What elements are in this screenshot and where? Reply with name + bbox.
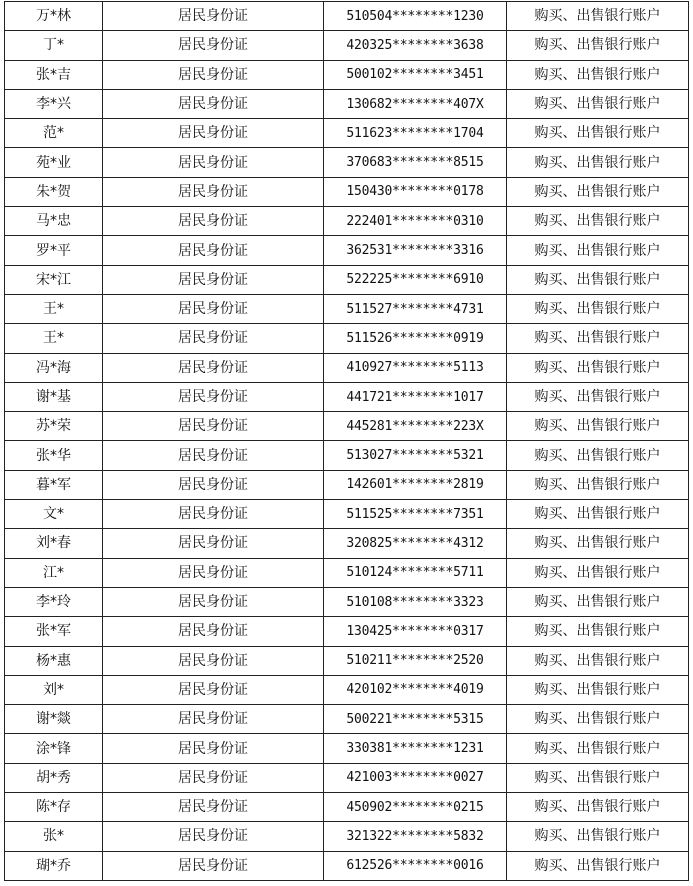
behavior-cell: 购买、出售银行账户 [507,793,689,822]
table-row [5,412,689,441]
name-cell: 文* [5,500,103,529]
behavior-cell: 购买、出售银行账户 [507,148,689,177]
id-number-cell: 330381********1231 [324,734,507,763]
behavior-cell: 购买、出售银行账户 [507,324,689,353]
id-type-cell: 居民身份证 [103,587,324,616]
name-cell: 刘*春 [5,529,103,558]
name-cell: 马*忠 [5,207,103,236]
id-type-cell: 居民身份证 [103,265,324,294]
id-number-cell: 130425********0317 [324,617,507,646]
table-row [5,441,689,470]
id-type-cell: 居民身份证 [103,353,324,382]
id-type-cell: 居民身份证 [103,294,324,323]
table-row [5,646,689,675]
behavior-cell: 购买、出售银行账户 [507,2,689,31]
behavior-cell: 购买、出售银行账户 [507,412,689,441]
table-row [5,2,689,31]
id-type-cell: 居民身份证 [103,529,324,558]
id-number-cell: 321322********5832 [324,822,507,851]
id-type-cell: 居民身份证 [103,500,324,529]
table-row [5,470,689,499]
name-cell: 李*玲 [5,587,103,616]
behavior-cell: 购买、出售银行账户 [507,529,689,558]
id-number-cell: 420102********4019 [324,675,507,704]
id-type-cell: 居民身份证 [103,470,324,499]
id-type-cell: 居民身份证 [103,382,324,411]
id-number-cell: 511525********7351 [324,500,507,529]
id-number-cell: 320825********4312 [324,529,507,558]
behavior-cell: 购买、出售银行账户 [507,119,689,148]
table-row [5,763,689,792]
id-type-cell: 居民身份证 [103,236,324,265]
behavior-cell: 购买、出售银行账户 [507,294,689,323]
table-row [5,793,689,822]
name-cell: 谢*基 [5,382,103,411]
id-number-cell: 222401********0310 [324,207,507,236]
behavior-cell: 购买、出售银行账户 [507,851,689,880]
table-row [5,500,689,529]
behavior-cell: 购买、出售银行账户 [507,207,689,236]
table-row [5,851,689,880]
id-number-cell: 421003********0027 [324,763,507,792]
id-number-cell: 510108********3323 [324,587,507,616]
behavior-cell: 购买、出售银行账户 [507,89,689,118]
behavior-cell: 购买、出售银行账户 [507,500,689,529]
behavior-cell: 购买、出售银行账户 [507,617,689,646]
table-row [5,382,689,411]
id-type-cell: 居民身份证 [103,60,324,89]
id-number-cell: 410927********5113 [324,353,507,382]
name-cell: 胡*秀 [5,763,103,792]
id-type-cell: 居民身份证 [103,89,324,118]
name-cell: 王* [5,324,103,353]
name-cell: 陈*存 [5,793,103,822]
id-type-cell: 居民身份证 [103,441,324,470]
id-number-cell: 450902********0215 [324,793,507,822]
behavior-cell: 购买、出售银行账户 [507,587,689,616]
name-cell: 张*军 [5,617,103,646]
behavior-cell: 购买、出售银行账户 [507,236,689,265]
table-row [5,617,689,646]
table-row [5,60,689,89]
name-cell: 丁* [5,31,103,60]
table-row [5,294,689,323]
name-cell: 张*吉 [5,60,103,89]
name-cell: 王* [5,294,103,323]
name-cell: 谢*燚 [5,705,103,734]
id-type-cell: 居民身份证 [103,177,324,206]
id-number-cell: 510211********2520 [324,646,507,675]
table-row [5,207,689,236]
table-row [5,587,689,616]
table-row [5,177,689,206]
table-row [5,822,689,851]
id-type-cell: 居民身份证 [103,412,324,441]
behavior-cell: 购买、出售银行账户 [507,60,689,89]
table-row [5,734,689,763]
id-number-cell: 612526********0016 [324,851,507,880]
id-number-cell: 510124********5711 [324,558,507,587]
sanction-list-table [4,1,689,881]
id-number-cell: 500102********3451 [324,60,507,89]
behavior-cell: 购买、出售银行账户 [507,763,689,792]
behavior-cell: 购买、出售银行账户 [507,265,689,294]
id-type-cell: 居民身份证 [103,119,324,148]
table-row [5,529,689,558]
id-type-cell: 居民身份证 [103,558,324,587]
behavior-cell: 购买、出售银行账户 [507,705,689,734]
name-cell: 范* [5,119,103,148]
table-row [5,31,689,60]
table-row [5,353,689,382]
id-number-cell: 150430********0178 [324,177,507,206]
behavior-cell: 购买、出售银行账户 [507,646,689,675]
document-page [4,1,688,881]
table-row [5,324,689,353]
name-cell: 杨*惠 [5,646,103,675]
name-cell: 宋*江 [5,265,103,294]
id-type-cell: 居民身份证 [103,2,324,31]
name-cell: 冯*海 [5,353,103,382]
behavior-cell: 购买、出售银行账户 [507,353,689,382]
table-row [5,148,689,177]
id-number-cell: 370683********8515 [324,148,507,177]
id-type-cell: 居民身份证 [103,793,324,822]
id-number-cell: 511527********4731 [324,294,507,323]
id-type-cell: 居民身份证 [103,646,324,675]
table-row [5,89,689,118]
name-cell: 江* [5,558,103,587]
table-row [5,675,689,704]
id-type-cell: 居民身份证 [103,31,324,60]
id-number-cell: 500221********5315 [324,705,507,734]
id-type-cell: 居民身份证 [103,705,324,734]
id-type-cell: 居民身份证 [103,148,324,177]
id-type-cell: 居民身份证 [103,617,324,646]
id-number-cell: 513027********5321 [324,441,507,470]
table-row [5,265,689,294]
id-number-cell: 441721********1017 [324,382,507,411]
id-type-cell: 居民身份证 [103,324,324,353]
name-cell: 苏*荣 [5,412,103,441]
name-cell: 张* [5,822,103,851]
id-number-cell: 420325********3638 [324,31,507,60]
name-cell: 涂*锋 [5,734,103,763]
id-type-cell: 居民身份证 [103,734,324,763]
behavior-cell: 购买、出售银行账户 [507,441,689,470]
behavior-cell: 购买、出售银行账户 [507,177,689,206]
id-number-cell: 511623********1704 [324,119,507,148]
id-number-cell: 522225********6910 [324,265,507,294]
name-cell: 李*兴 [5,89,103,118]
behavior-cell: 购买、出售银行账户 [507,675,689,704]
name-cell: 万*林 [5,2,103,31]
name-cell: 罗*平 [5,236,103,265]
table-row [5,119,689,148]
table-row [5,705,689,734]
name-cell: 苑*业 [5,148,103,177]
id-number-cell: 142601********2819 [324,470,507,499]
name-cell: 瑚*乔 [5,851,103,880]
table-body [5,2,689,881]
id-number-cell: 362531********3316 [324,236,507,265]
id-type-cell: 居民身份证 [103,675,324,704]
behavior-cell: 购买、出售银行账户 [507,734,689,763]
behavior-cell: 购买、出售银行账户 [507,558,689,587]
name-cell: 朱*贺 [5,177,103,206]
id-type-cell: 居民身份证 [103,822,324,851]
behavior-cell: 购买、出售银行账户 [507,822,689,851]
name-cell: 张*华 [5,441,103,470]
behavior-cell: 购买、出售银行账户 [507,382,689,411]
behavior-cell: 购买、出售银行账户 [507,470,689,499]
id-number-cell: 511526********0919 [324,324,507,353]
id-type-cell: 居民身份证 [103,763,324,792]
name-cell: 刘* [5,675,103,704]
table-row [5,236,689,265]
id-type-cell: 居民身份证 [103,207,324,236]
id-number-cell: 445281********223X [324,412,507,441]
id-number-cell: 510504********1230 [324,2,507,31]
name-cell: 暮*军 [5,470,103,499]
behavior-cell: 购买、出售银行账户 [507,31,689,60]
id-type-cell: 居民身份证 [103,851,324,880]
id-number-cell: 130682********407X [324,89,507,118]
table-row [5,558,689,587]
